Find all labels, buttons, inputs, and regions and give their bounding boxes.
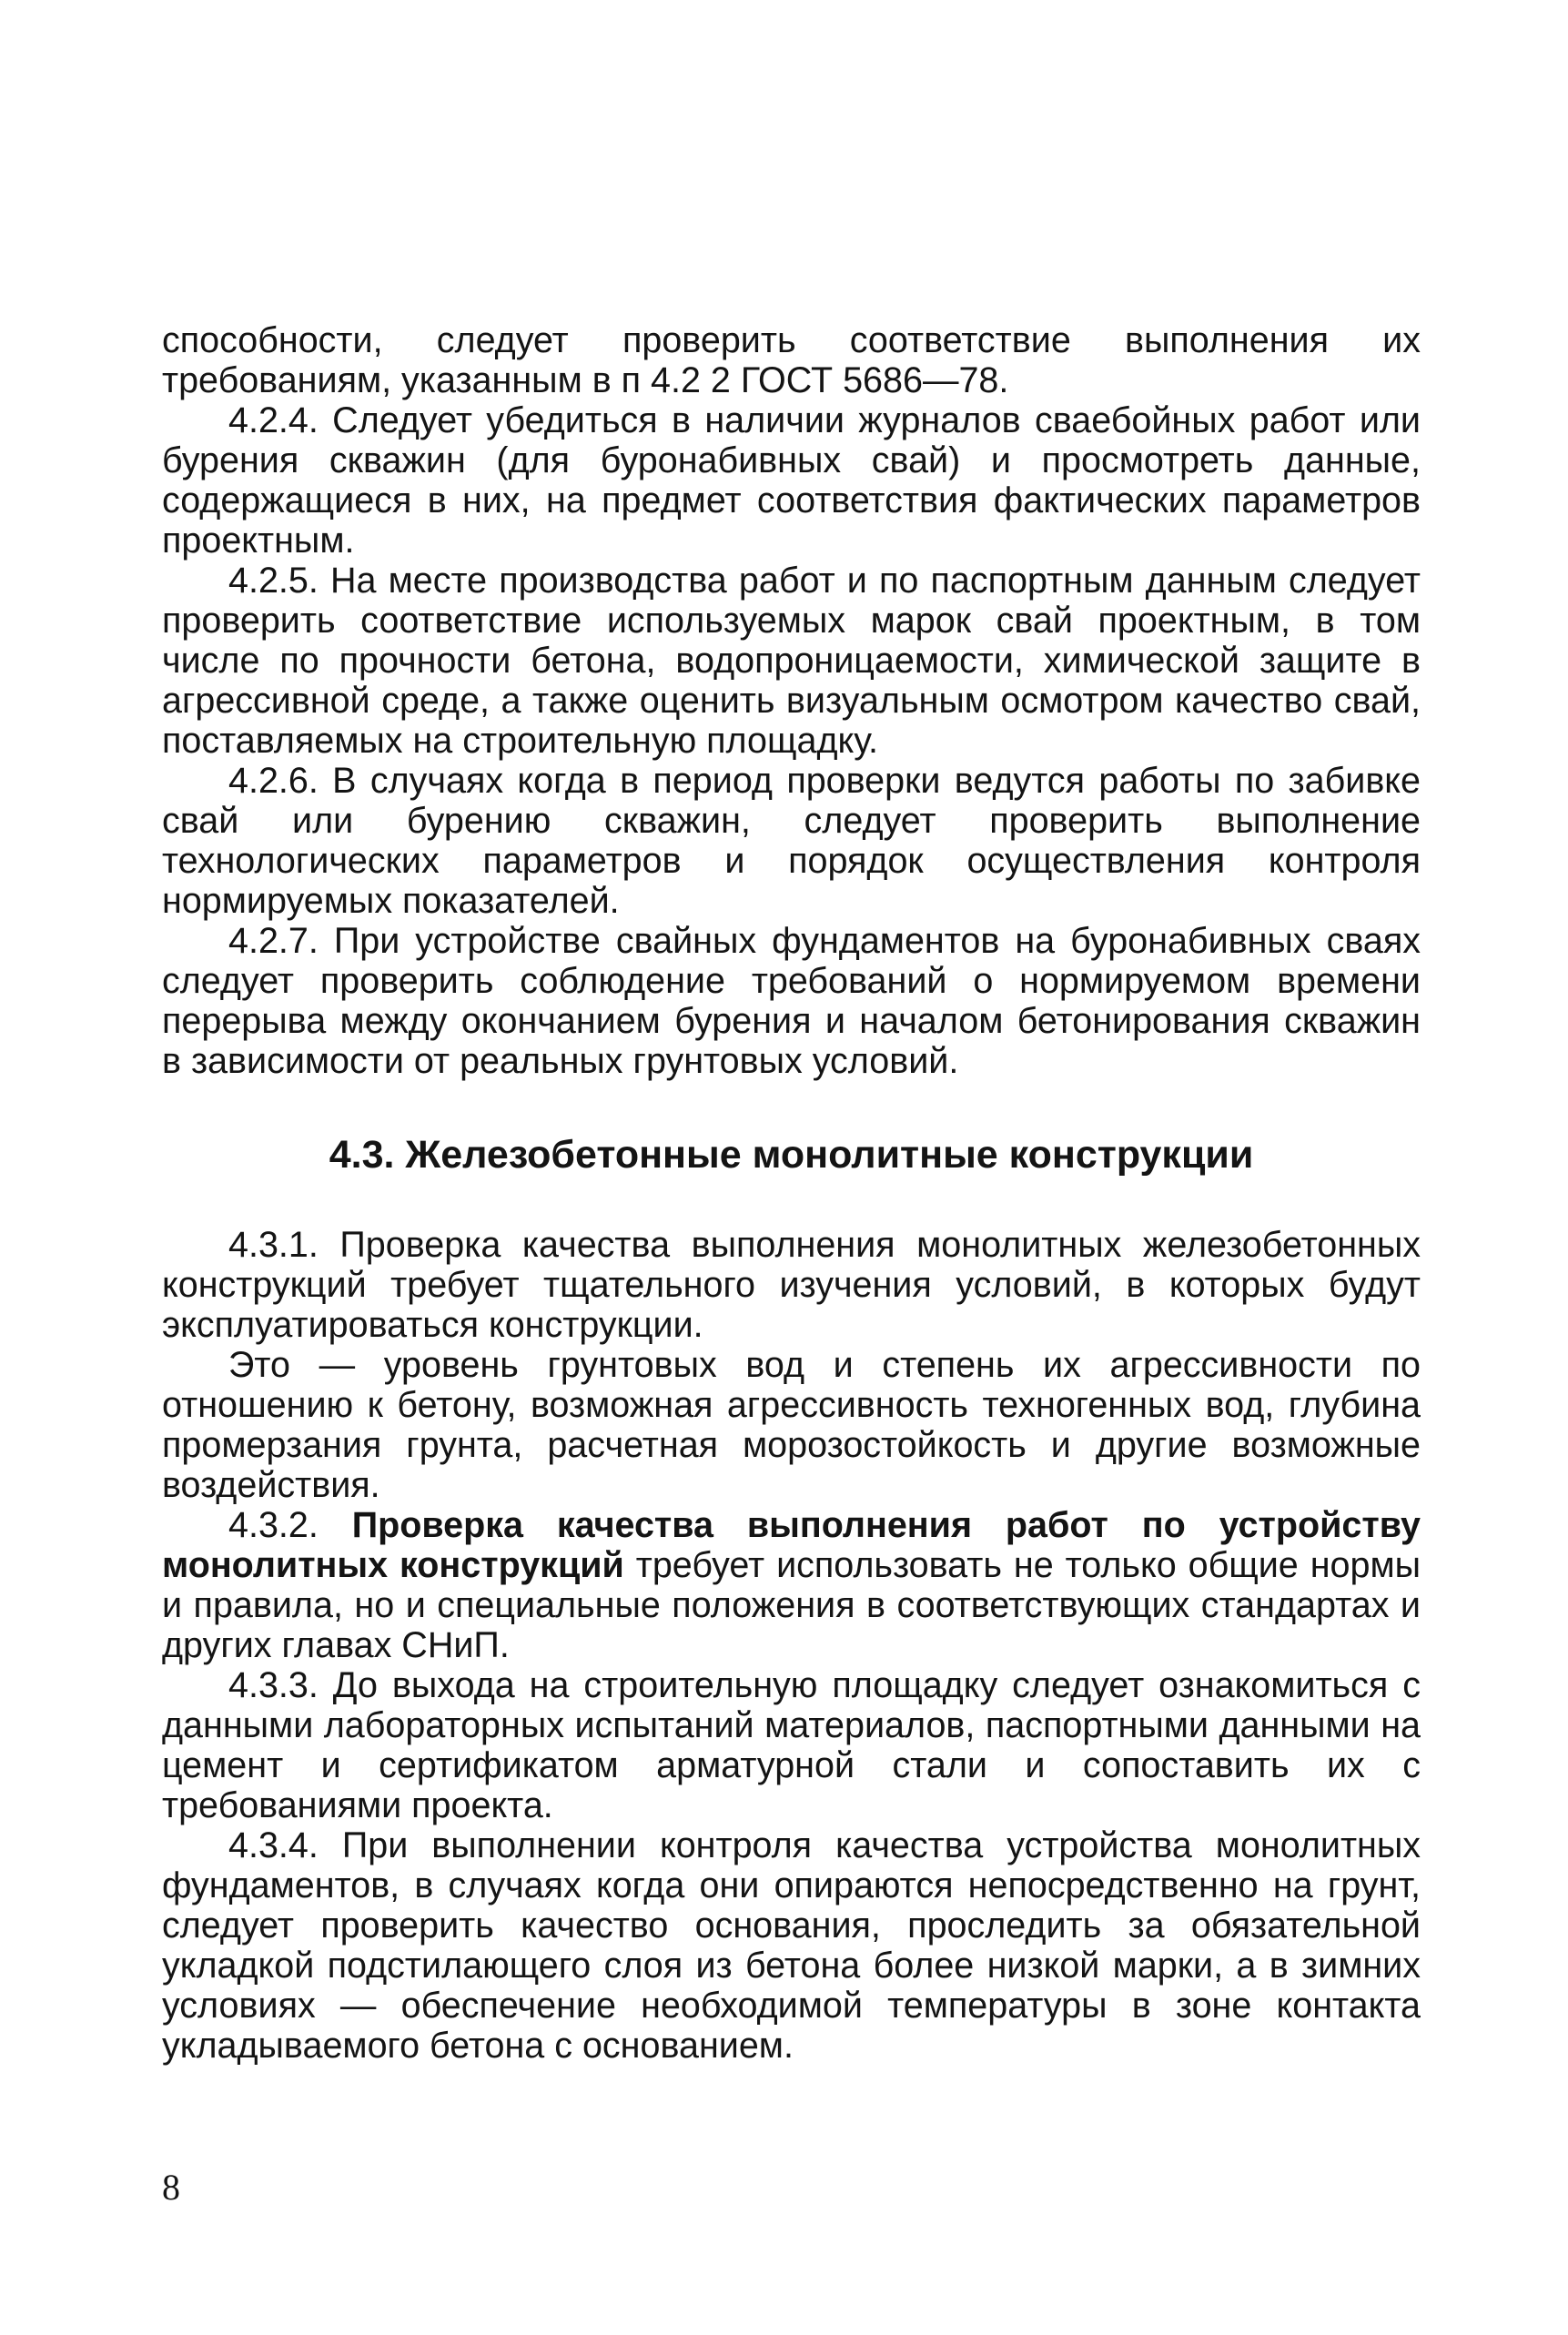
paragraph-4-3-2-rest: требует использовать не только общие нормы и правила, но и специальные положения в соответствующих стандартах и других главах СНиП. <box>162 1545 1421 1665</box>
paragraph-continuation: способности, следует проверить соответствие выполнения их требованиям, указанным в п 4.2 2 ГОСТ 5686—78. <box>162 320 1421 400</box>
paragraph-4-2-5: 4.2.5. На месте производства работ и по паспортным данным следует проверить соответствие используемых марок свай проектным, в том числе по прочности бетона, водопроницаемости, химической защите в агрессивной среде, а также оценить визуальным осмотром качество свай, поставляемых на строительную площадку. <box>162 561 1421 761</box>
paragraph-4-2-6: 4.2.6. В случаях когда в период проверки ведутся работы по забивке свай или бурению скважин, следует проверить выполнение технологических параметров и порядок осуществления контроля нормируемых показателей. <box>162 761 1421 921</box>
paragraph-4-3-3: 4.3.3. До выхода на строительную площадку следует ознакомиться с данными лабораторных испытаний материалов, паспортными данными на цемент и сертификатом арматурной стали и сопоставить их с требованиями проекта. <box>162 1665 1421 1825</box>
paragraph-4-2-7: 4.2.7. При устройстве свайных фундаментов на буронабивных сваях следует проверить соблюдение требований о нормируемом времени перерыва между окончанием бурения и началом бетонирования скважин в зависимости от реальных грунтовых условий. <box>162 921 1421 1081</box>
paragraph-4-3-4: 4.3.4. При выполнении контроля качества устройства монолитных фундаментов, в случаях когда они опираются непосредственно на грунт, следует проверить качество основания, проследить за обязательной укладкой подстилающего слоя из бетона более низкой марки, а в зимних условиях — обеспечение необходимой температуры в зоне контакта укладываемого бетона с основанием. <box>162 1825 1421 2066</box>
paragraph-4-3-2-number: 4.3.2. <box>228 1505 352 1545</box>
paragraph-4-3-1-details: Это — уровень грунтовых вод и степень их агрессивности по отношению к бетону, возможная агрессивность техногенных вод, глубина промерзания грунта, расчетная морозостойкость и другие возможные воздействия. <box>162 1345 1421 1505</box>
section-heading-4-3: 4.3. Железобетонные монолитные конструкции <box>329 1133 1254 1177</box>
paragraph-4-3-1: 4.3.1. Проверка качества выполнения монолитных железобетонных конструкций требует тщательного изучения условий, в которых будут эксплуатироваться конструкции. <box>162 1225 1421 1345</box>
paragraph-4-2-4: 4.2.4. Следует убедиться в наличии журналов сваебойных работ или бурения скважин (для буронабивных свай) и просмотреть данные, содержащиеся в них, на предмет соответствия фактических параметров проектным. <box>162 400 1421 561</box>
paragraph-4-3-2 <box>162 1505 1421 1665</box>
document-page <box>162 320 1421 2066</box>
paragraph-4-3-2-bold-lead: Проверка качества выполнения работ по устройству монолитных конструкций <box>162 1505 1421 1585</box>
page-number: 8 <box>162 2167 180 2208</box>
